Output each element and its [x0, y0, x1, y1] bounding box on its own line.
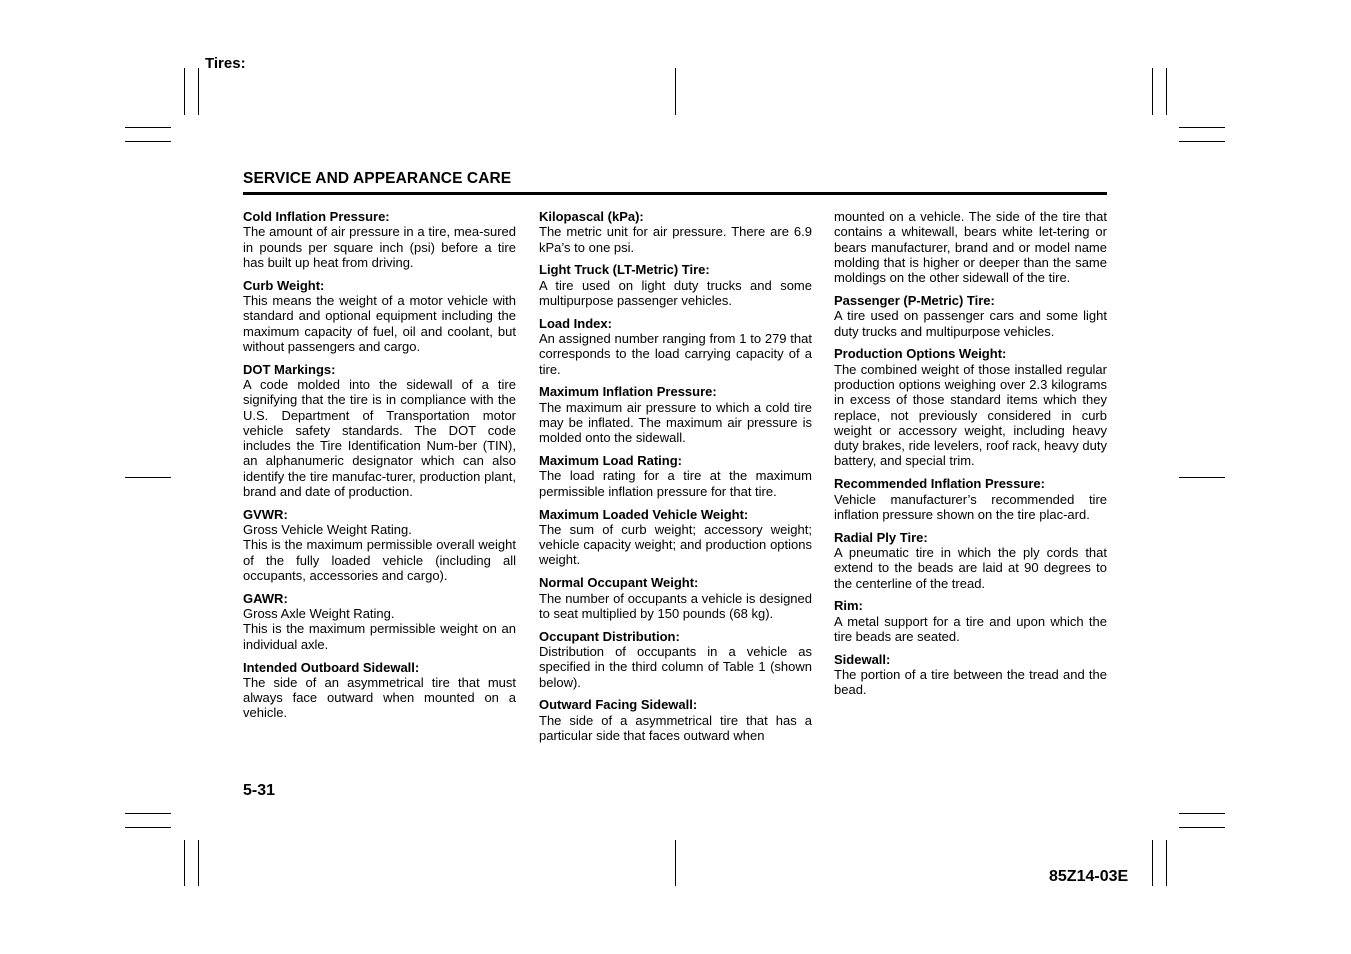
glossary-entry [539, 697, 812, 743]
glossary-definition: The amount of air pressure in a tire, mea-sured in pounds per square inch (psi) before a tire has built up heat from driving. [243, 224, 516, 270]
glossary-term: Recommended Inflation Pressure: [834, 476, 1045, 492]
glossary-entry [243, 591, 516, 652]
glossary-definition: A pneumatic tire in which the ply cords that extend to the beads are laid at 90 degrees to the centerline of the tread. [834, 544, 1107, 591]
title-rule [243, 192, 1107, 195]
glossary-term: Sidewall: [834, 651, 891, 667]
glossary-entry [539, 384, 812, 445]
glossary-term: Radial Ply Tire: [834, 529, 928, 545]
crop-mark [1166, 68, 1167, 115]
crop-mark [1166, 840, 1167, 886]
glossary-column-1 [243, 209, 516, 728]
crop-mark [184, 68, 185, 115]
crop-mark [125, 477, 171, 478]
crop-mark [1179, 813, 1225, 814]
tab-label: Tires: [205, 55, 246, 72]
glossary-definition: The sum of curb weight; accessory weight; vehicle capacity weight; and production options weight. [539, 521, 812, 568]
glossary-entry [539, 575, 812, 621]
glossary-definition: The metric unit for air pressure. There are 6.9 kPa’s to one psi. [539, 224, 812, 255]
glossary-definition: The combined weight of those installed regular production options weighing over 2.3 kilograms in excess of those standard items which they replace, not previously considered in curb weight or accessory weight, including heavy duty brakes, ride levelers, roof rack, heavy duty battery, and special trim. [834, 361, 1107, 469]
glossary-term: Load Index: [539, 315, 612, 331]
glossary-entry [243, 362, 516, 500]
glossary-term: Passenger (P-Metric) Tire: [834, 292, 995, 308]
crop-mark [1179, 827, 1225, 828]
crop-mark [125, 127, 171, 128]
glossary-term: Maximum Load Rating: [539, 453, 683, 469]
glossary-definition: Distribution of occupants in a vehicle as specified in the third column of Table 1 (shown below). [539, 643, 812, 690]
glossary-definition: The load rating for a tire at the maximum permissible inflation pressure for that tire. [539, 468, 812, 499]
glossary-entry [539, 209, 812, 255]
glossary-term: GAWR: [243, 590, 288, 606]
glossary-term: Light Truck (LT-Metric) Tire: [539, 262, 710, 278]
glossary-entry [539, 262, 812, 308]
glossary-term: Maximum Inflation Pressure: [539, 384, 717, 400]
glossary-entry [834, 652, 1107, 698]
glossary-column-2 [539, 209, 812, 751]
glossary-column-3 [834, 209, 1107, 705]
crop-mark [1179, 141, 1225, 142]
crop-mark [125, 813, 171, 814]
glossary-term: Kilopascal (kPa): [539, 209, 644, 224]
glossary-entry [539, 507, 812, 568]
glossary-definition: This means the weight of a motor vehicle with standard and optional equipment including the maximum capacity of fuel, oil and coolant, but without passengers and cargo. [243, 292, 516, 354]
glossary-term: Curb Weight: [243, 277, 325, 293]
glossary-definition: A metal support for a tire and upon which the tire beads are seated. [834, 613, 1107, 644]
glossary-entry [834, 476, 1107, 522]
glossary-definition: The side of a asymmetrical tire that has a particular side that faces outward when [539, 712, 812, 743]
glossary-entry [834, 530, 1107, 591]
crop-mark [1152, 68, 1153, 115]
glossary-entry [539, 453, 812, 499]
glossary-definition: A tire used on light duty trucks and some multipurpose passenger vehicles. [539, 277, 812, 308]
glossary-definition: The side of an asymmetrical tire that must always face outward when mounted on a vehicle. [243, 674, 516, 721]
section-title: SERVICE AND APPEARANCE CARE [243, 170, 512, 187]
glossary-definition: The maximum air pressure to which a cold tire may be inflated. The maximum air pressure is molded onto the sidewall. [539, 399, 812, 446]
crop-mark [125, 827, 171, 828]
crop-mark [675, 68, 676, 115]
glossary-entry [834, 346, 1107, 468]
glossary-entry [539, 629, 812, 690]
glossary-term: Occupant Distribution: [539, 628, 680, 644]
glossary-definition: Gross Axle Weight Rating. [243, 606, 395, 622]
glossary-entry [243, 209, 516, 270]
glossary-term: GVWR: [243, 506, 288, 522]
glossary-definition: Vehicle manufacturer’s recommended tire inflation pressure shown on the tire plac-ard. [834, 491, 1107, 522]
glossary-entry [834, 598, 1107, 644]
glossary-term: Rim: [834, 598, 863, 614]
crop-mark [198, 840, 199, 886]
glossary-definition-continued: mounted on a vehicle. The side of the tire that contains a whitewall, bears white let-tering or bears manufacturer, brand and or model name molding that is higher or deeper than the same moldings on the other sidewall of the tire. [834, 209, 1107, 286]
glossary-entry [834, 293, 1107, 339]
glossary-entry [243, 278, 516, 354]
glossary-term: Normal Occupant Weight: [539, 575, 699, 591]
glossary-definition: A code molded into the sidewall of a tire signifying that the tire is in compliance with the U.S. Department of Transportation motor vehicle safety standards. The DOT code includes the Tire Identification Num-ber (TIN), an alphanumeric designator which can also identify the tire manufac-turer, production plant, brand and date of production. [243, 376, 516, 500]
glossary-entry [539, 316, 812, 377]
glossary-definition: A tire used on passenger cars and some light duty trucks and multipurpose vehicles. [834, 308, 1107, 339]
glossary-term: Outward Facing Sidewall: [539, 697, 698, 713]
glossary-definition: An assigned number ranging from 1 to 279 that corresponds to the load carrying capacity of a tire. [539, 331, 812, 377]
glossary-term: Intended Outboard Sidewall: [243, 659, 420, 675]
crop-mark [184, 840, 185, 886]
glossary-entry [243, 507, 516, 583]
glossary-term: Cold Inflation Pressure: [243, 209, 390, 224]
glossary-term: DOT Markings: [243, 361, 336, 377]
crop-mark [198, 68, 199, 115]
crop-mark [1152, 840, 1153, 886]
glossary-definition: This is the maximum permissible overall weight of the fully loaded vehicle (including all occupants, accessories and cargo). [243, 537, 516, 584]
glossary-definition: Gross Vehicle Weight Rating. [243, 522, 412, 538]
crop-mark [1179, 127, 1225, 128]
glossary-definition: The portion of a tire between the tread and the bead. [834, 667, 1107, 698]
crop-mark [1179, 477, 1225, 478]
document-code: 85Z14-03E [1049, 868, 1129, 885]
glossary-term: Production Options Weight: [834, 346, 1007, 362]
glossary-entry [243, 660, 516, 721]
glossary-term: Maximum Loaded Vehicle Weight: [539, 506, 749, 522]
glossary-definition: The number of occupants a vehicle is designed to seat multiplied by 150 pounds (68 kg). [539, 590, 812, 621]
glossary-definition: This is the maximum permissible weight on an individual axle. [243, 621, 516, 652]
page-number: 5-31 [243, 782, 276, 799]
crop-mark [675, 840, 676, 886]
crop-mark [125, 141, 171, 142]
